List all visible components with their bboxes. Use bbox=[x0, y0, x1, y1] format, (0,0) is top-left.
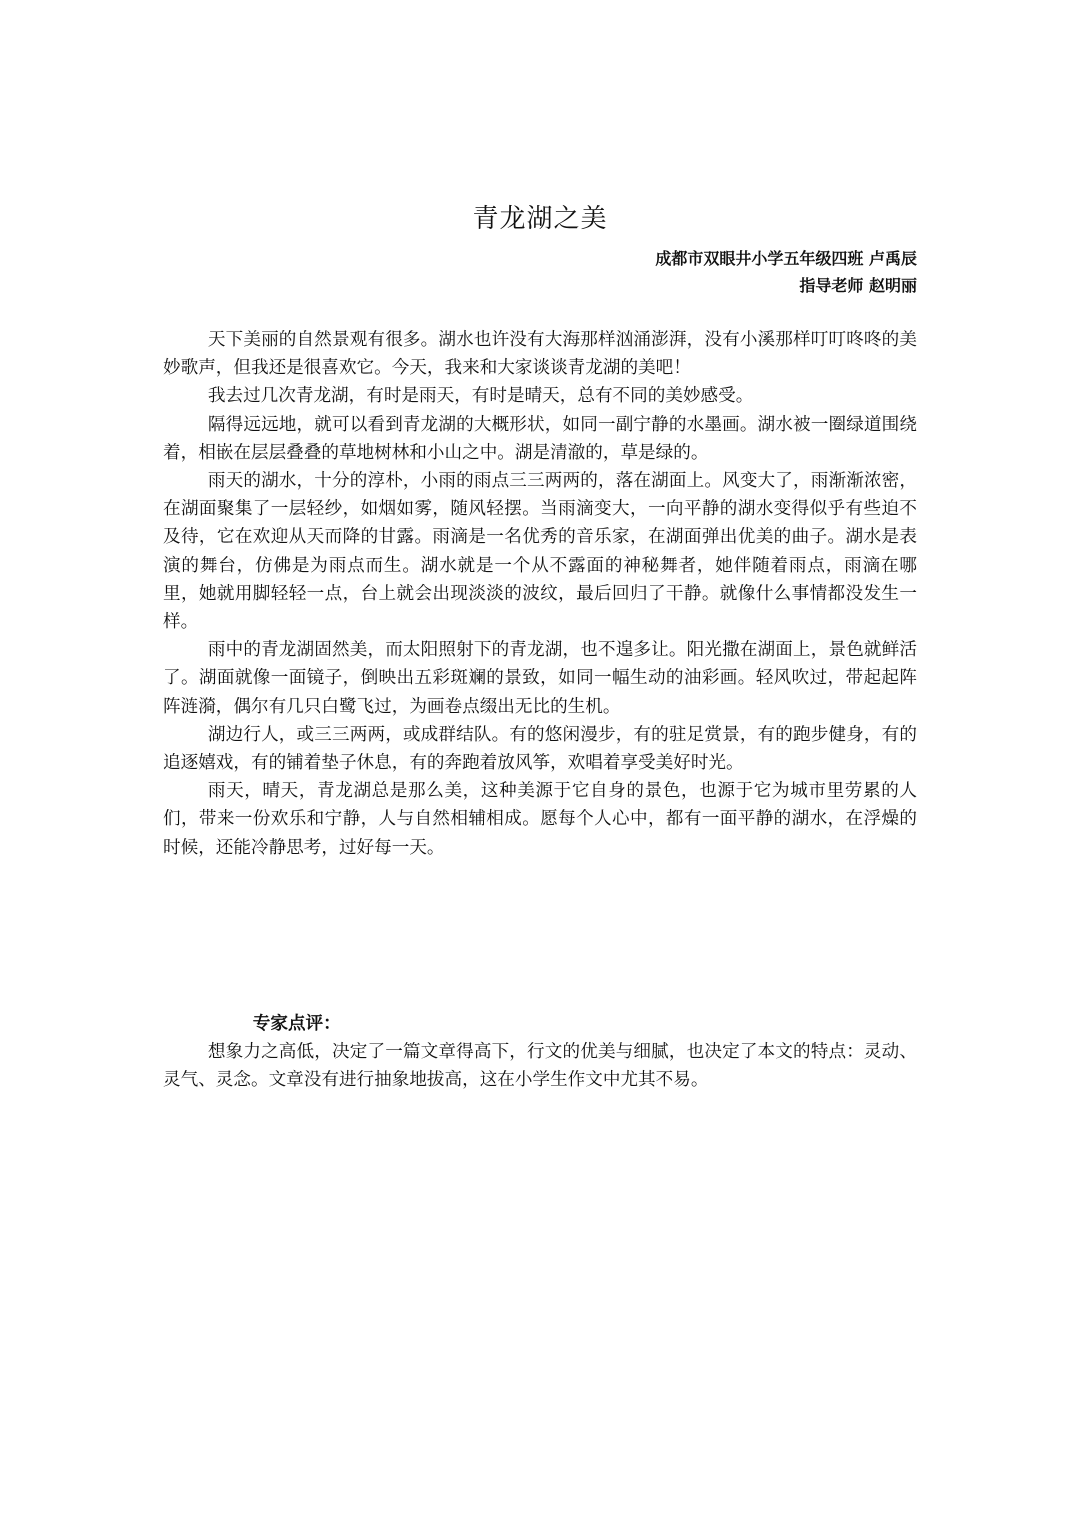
paragraph: 雨天的湖水，十分的淳朴，小雨的雨点三三两两的，落在湖面上。风变大了，雨渐渐浓密，在湖面聚集了一层轻纱，如烟如雾，随风轻摆。当雨滴变大，一向平静的湖水变得似乎有些迫不及待，它在欢迎从天而降的甘露。雨滴是一名优秀的音乐家，在湖面弹出优美的曲子。湖水是表演的舞台，仿佛是为雨点而生。湖水就是一个从不露面的神秘舞者，她伴随着雨点，雨滴在哪里，她就用脚轻轻一点，台上就会出现淡淡的波纹，最后回归了干静。就像什么事情都没发生一样。 bbox=[163, 471, 917, 633]
paragraph: 天下美丽的自然景观有很多。湖水也许没有大海那样汹涌澎湃，没有小溪那样叮叮咚咚的美妙歌声，但我还是很喜欢它。今天，我来和大家谈谈青龙湖的美吧！ bbox=[163, 330, 917, 379]
paragraph: 雨天，晴天，青龙湖总是那么美，这种美源于它自身的景色，也源于它为城市里劳累的人们，带来一份欢乐和宁静，人与自然相辅相成。愿每个人心中，都有一面平静的湖水，在浮燥的时候，还能冷静思考，过好每一天。 bbox=[163, 781, 917, 858]
page-title: 青龙湖之美 bbox=[472, 204, 608, 234]
paragraph: 我去过几次青龙湖，有时是雨天，有时是晴天，总有不同的美妙感受。 bbox=[207, 386, 754, 407]
expert-review bbox=[163, 1010, 917, 1095]
paragraph: 雨中的青龙湖固然美，而太阳照射下的青龙湖，也不遑多让。阳光撒在湖面上，景色就鲜活了。湖面就像一面镜子，倒映出五彩斑斓的景致，如同一幅生动的油彩画。轻风吹过，带起起阵阵涟漪，偶尔有几只白鹭飞过，为画卷点缀出无比的生机。 bbox=[163, 640, 917, 717]
review-heading: 专家点评： bbox=[252, 1013, 341, 1034]
teacher-byline: 指导老师 赵明丽 bbox=[799, 276, 917, 295]
paragraph: 隔得远远地，就可以看到青龙湖的大概形状，如同一副宁静的水墨画。湖水被一圈绿道围绕着，相嵌在层层叠叠的草地树林和小山之中。湖是清澈的，草是绿的。 bbox=[163, 414, 917, 463]
paragraph: 湖边行人，或三三两两，或成群结队。有的悠闲漫步，有的驻足赏景，有的跑步健身，有的追逐嬉戏，有的铺着垫子休息，有的奔跑着放风筝，欢唱着享受美好时光。 bbox=[163, 724, 917, 774]
essay-body bbox=[163, 326, 917, 862]
author-byline: 成都市双眼井小学五年级四班 卢禹辰 bbox=[655, 249, 917, 268]
review-text: 想象力之高低，决定了一篇文章得高下，行文的优美与细腻，也决定了本文的特点：灵动、灵气、灵念。文章没有进行抽象地拔高，这在小学生作文中尤其不易。 bbox=[163, 1042, 917, 1091]
